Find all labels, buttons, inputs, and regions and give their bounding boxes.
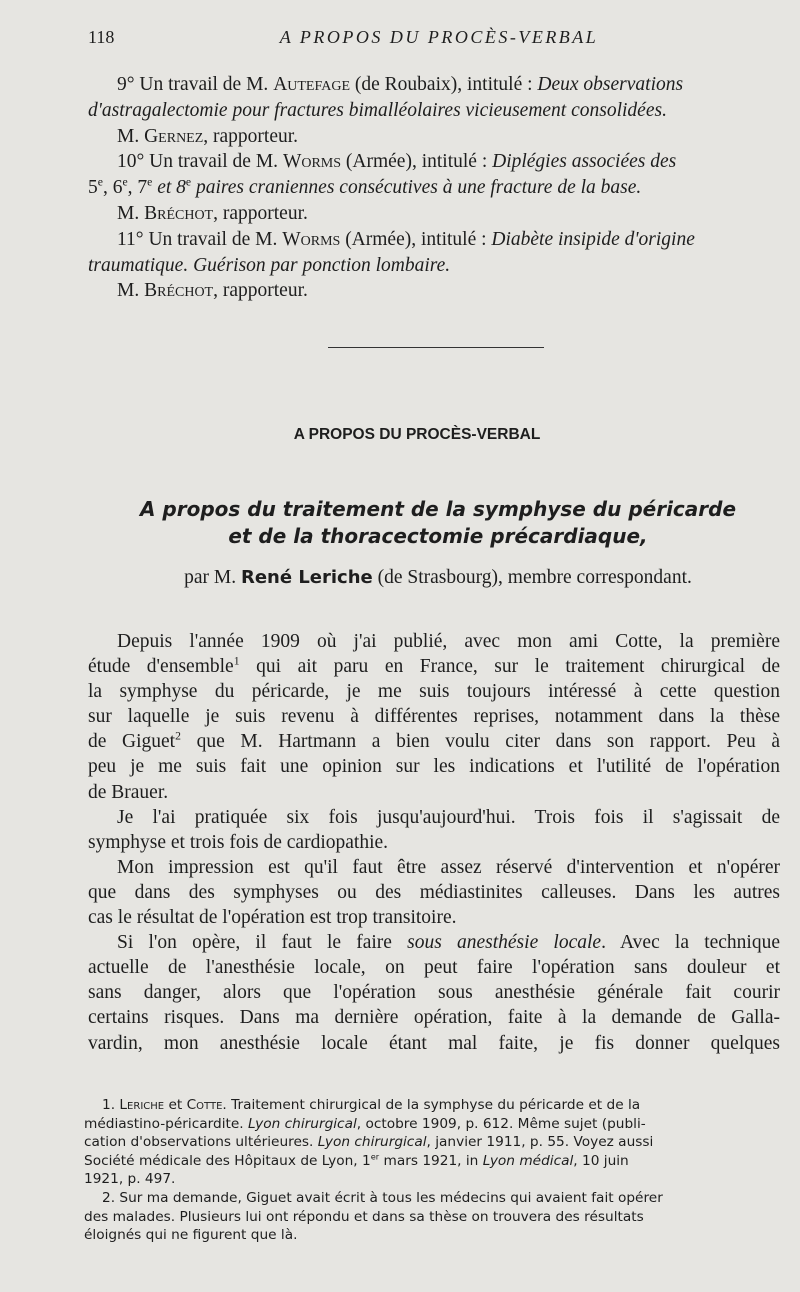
paragraph-3: Mon impression est qu'il faut être assez réservé d'intervention et n'opérer que dans des symphyses ou des médiastinites calleuses. Dans les autres cas le résultat de l'opération est trop transitoire. [88,856,780,929]
footnotes [84,1096,780,1245]
entry-10-rapporteur: M. Bréchot, rapporteur. [117,202,308,224]
running-title: A PROPOS DU PROCÈS-VERBAL [279,27,599,47]
paragraph-4: Si l'on opère, il faut le faire sous anesthésie locale. Avec la technique actuelle de l'anesthésie locale, on peut faire l'opération sans douleur et sans danger, alors que l'opération sous anesthésie générale fait courir certains risques. Dans ma dernière opération, faite à la demande de Galla- vardin, mon anesthésie locale étant mal faite, je fis donner quelques [88,932,780,1054]
footnote-2: 2. Sur ma demande, Giguet avait écrit à tous les médecins qui avaient fait opérer des malades. Plusieurs lui ont répondu et dans sa thèse on trouvera des résultats éloignés qui ne figurent que là. [84,1189,663,1244]
entry-title: Deux observations [537,74,684,95]
work-entries [88,72,784,304]
page-number: 118 [88,27,115,47]
article-title-line-1: A propos du traitement de la symphyse du péricarde [139,497,737,521]
running-head [88,27,770,51]
entry-11-line-2: traumatique. Guérison par ponction lombaire. [88,254,451,276]
section-divider [328,347,544,348]
article-title [90,496,786,550]
article-byline: par M. René Leriche (de Strasbourg), membre correspondant. [184,567,692,588]
entry-10-line-1: 10° Un travail de M. Worms (Armée), intitulé : Diplégies associées des [117,151,677,173]
entry-9-line-2: d'astragalectomie pour fractures bimalléolaires vicieusement consolidées. [88,99,667,121]
entry-11-rapporteur: M. Bréchot, rapporteur. [117,280,308,302]
article-body [88,629,780,1056]
article-title-line-2: et de la thoracectomie précardiaque, [228,524,648,548]
paragraph-2: Je l'ai pratiquée six fois jusqu'aujourd'hui. Trois fois il s'agissait de symphyse et trois fois de cardiopathie. [88,806,780,853]
entry-9-line-1: 9° Un travail de M. Autefage (de Roubaix), intitulé : Deux observations [117,74,684,95]
footnote-ref-1: 1 [233,654,240,668]
entry-author: Autefage [273,74,351,95]
section-heading: A PROPOS DU PROCÈS-VERBAL [293,426,541,443]
entry-author: Worms [282,151,342,173]
entry-author: Worms [282,228,341,250]
entry-title: Diabète insipide d'origine [491,228,695,250]
entry-title: Diplégies associées des [492,151,677,173]
entry-9-rapporteur: M. Gernez, rapporteur. [117,125,299,147]
footnote-ref-2: 2 [175,729,181,743]
entry-10-line-2: 5e, 6e, 7e et 8e paires craniennes consécutives à une fracture de la base. [88,175,642,199]
author-name: René Leriche [240,567,373,588]
paragraph-1: Depuis l'année 1909 où j'ai publié, avec mon ami Cotte, la première étude d'ensemble$^1$ qui ait paru en France, sur le traitement chirurgical de la symphyse du péricarde, je me suis toujours intéressé à cette question sur laquelle je suis revenu à différentes reprises, notamment dans la thèse de Giguet$^2$ que M. Hartmann a bien voulu citer dans son rapport. Peu à peu je me suis fait une opinion sur les indications et l'utilité de l'opération de Brauer. [88,631,780,803]
entry-11-line-1: 11° Un travail de M. Worms (Armée), intitulé : Diabète insipide d'origine [117,228,695,250]
footnote-1: 1. Leriche et Cotte. Traitement chirurgical de la symphyse du péricarde et de la médiastino-péricardite. Lyon chirurgical, octobre 1909, p. 612. Même sujet (publi- cation d'observations ultérieures. Lyon chirurgical, janvier 1911, p. 55. Voyez aussi Société médicale des Hôpitaux de Lyon, 1er mars 1921, in Lyon médical, 10 juin 1921, p. 497. [84,1097,654,1188]
